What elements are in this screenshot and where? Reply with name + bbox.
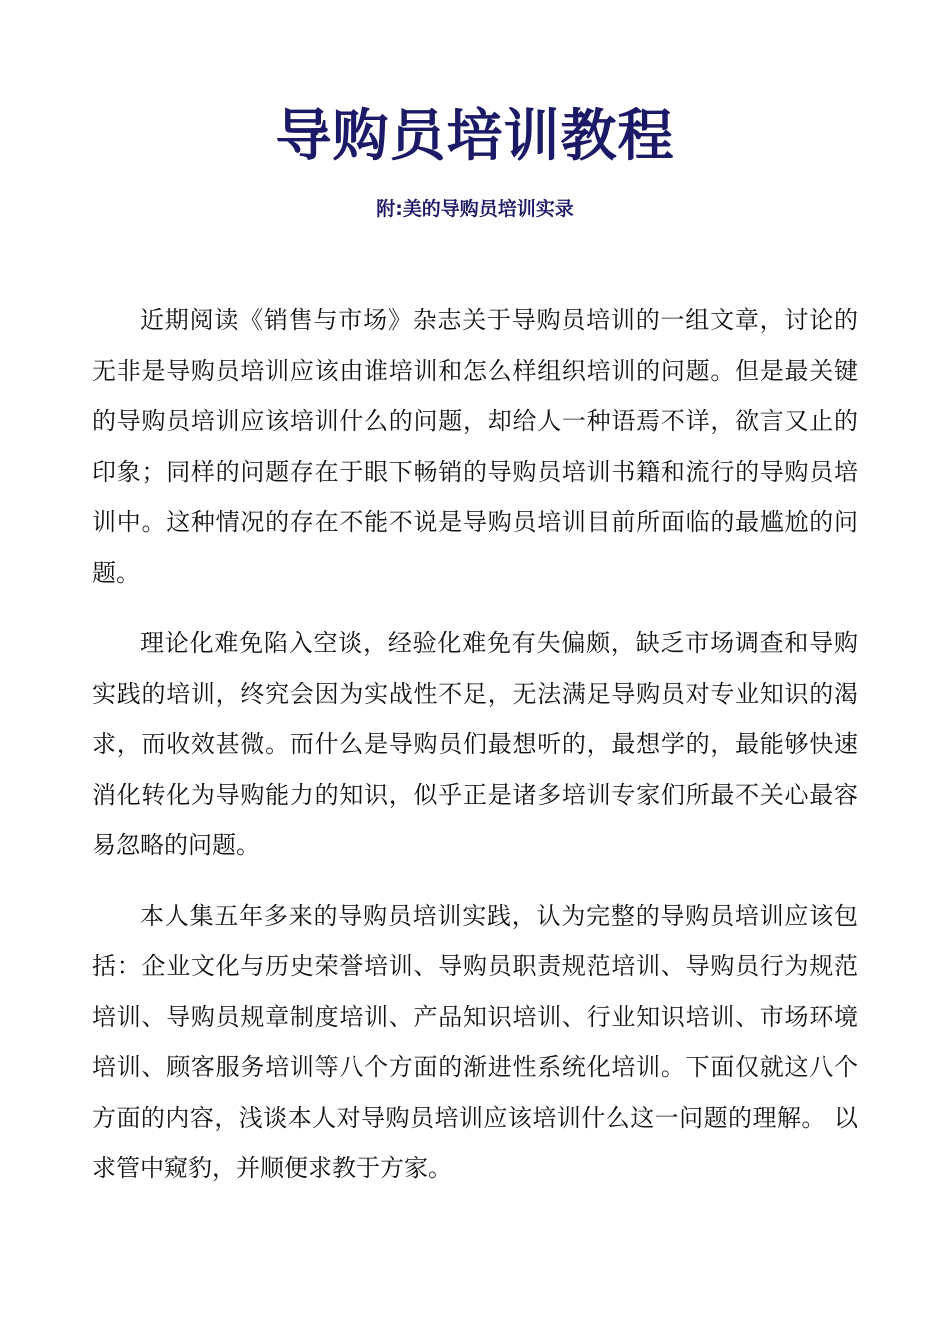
document-subtitle: 附:美的导购员培训实录 xyxy=(376,198,574,220)
document-title: 导购员培训教程 xyxy=(275,104,675,169)
document-body xyxy=(92,295,858,1214)
body-paragraph: 本人集五年多来的导购员培训实践，认为完整的导购员培训应该包括：企业文化与历史荣誉培训、导购员职责规范培训、导购员行为规范培训、导购员规章制度培训、产品知识培训、行业知识培训、市场环境培训、顾客服务培训等八个方面的渐进性系统化培训。下面仅就这八个方面的内容，浅谈本人对导购员培训应该培训什么这一问题的理解。 以求管中窥豹，并顺便求教于方家。 xyxy=(92,901,858,1182)
body-paragraph: 理论化难免陷入空谈，经验化难免有失偏颇，缺乏市场调查和导购实践的培训，终究会因为实战性不足，无法满足导购员对专业知识的渴求，而收效甚微。而什么是导购员们最想听的，最想学的，最能够快速消化转化为导购能力的知识，似乎正是诸多培训专家们所最不关心最容易忽略的问题。 xyxy=(92,629,858,859)
body-paragraph: 近期阅读《销售与市场》杂志关于导购员培训的一组文章，讨论的无非是导购员培训应该由谁培训和怎么样组织培训的问题。但是最关键的导购员培训应该培训什么的问题，却给人一种语焉不详，欲言又止的印象；同样的问题存在于眼下畅销的导购员培训书籍和流行的导购员培训中。这种情况的存在不能不说是导购员培训目前所面临的最尴尬的问题。 xyxy=(92,306,858,587)
